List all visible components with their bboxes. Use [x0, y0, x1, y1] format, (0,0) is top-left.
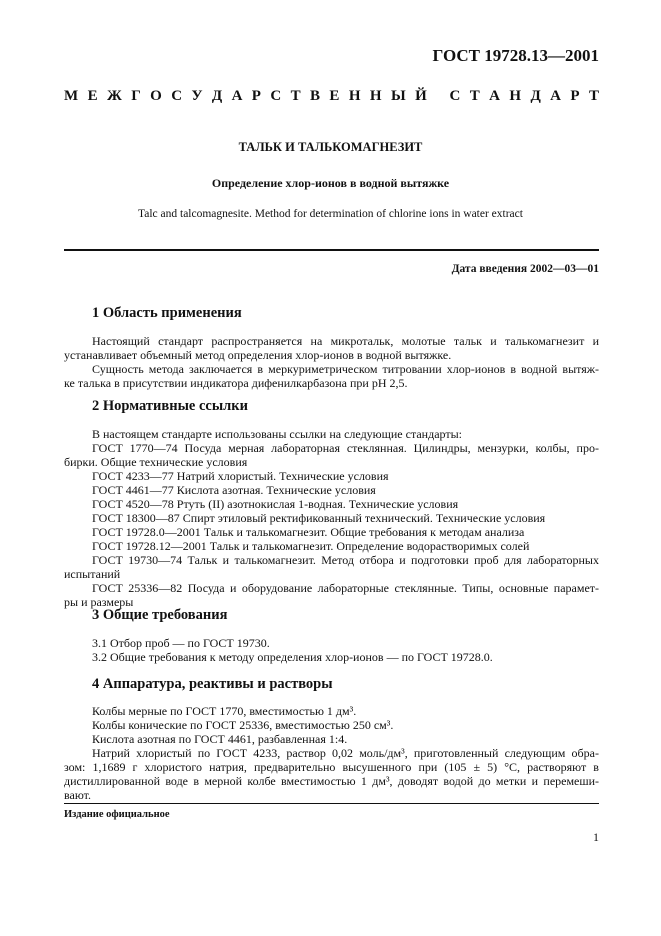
heading-letter: М: [64, 88, 79, 104]
section-4-line: Колбы мерные по ГОСТ 1770, вместимостью 1 дм³.: [92, 704, 357, 718]
section-2-line: ры и размеры: [64, 595, 134, 609]
standard-code: ГОСТ 19728.13—2001: [432, 46, 599, 65]
section-4-line: зом: 1,1689 г хлористого натрия, предварительно высушенного при (105 ± 5) °С, растворяют в: [64, 760, 599, 774]
section-3-line: 3.1 Отбор проб — по ГОСТ 19730.: [92, 636, 270, 650]
section-2-line: ГОСТ 4233—77 Натрий хлористый. Технические условия: [92, 469, 389, 483]
heading-letter: Р: [251, 88, 261, 104]
section-1-title: 1 Область применения: [92, 305, 242, 321]
heading-letter: А: [489, 88, 500, 104]
section-3-title: 3 Общие требования: [92, 607, 228, 623]
section-4-line: Натрий хлористый по ГОСТ 4233, раствор 0,02 моль/дм³, приготовленный следующим обра-: [92, 746, 599, 760]
heading-letter: Н: [509, 88, 522, 104]
page-number: 1: [593, 830, 599, 844]
footer-divider: [64, 803, 599, 804]
heading-letter: А: [550, 88, 562, 104]
document-subtitle: Определение хлор-ионов в водной вытяжке: [211, 176, 450, 190]
heading-letter: С: [270, 88, 282, 104]
heading-letter: Е: [329, 88, 340, 104]
section-2-line: ГОСТ 25336—82 Посуда и оборудование лабораторные стеклянные. Типы, основные парамет-: [92, 581, 600, 595]
english-title: Talc and talcomagnesite. Method for determination of chlorine ions in water extract: [138, 208, 523, 220]
section-1-line: Сущность метода заключается в меркуриметрическом титровании хлор-ионов в водной вытяж-: [92, 362, 600, 376]
section-2-line: бирки. Общие технические условия: [64, 455, 248, 469]
section-2-line: ГОСТ 19728.0—2001 Тальк и талькомагнезит. Общие требования к методам анализа: [92, 525, 525, 539]
heading-letter: У: [191, 88, 203, 104]
heading-letter: В: [310, 88, 321, 104]
section-2-line: ГОСТ 1770—74 Посуда мерная лабораторная стеклянная. Цилиндры, мензурки, колбы, про-: [92, 441, 599, 455]
section-4-title: 4 Аппаратура, реактивы и растворы: [92, 676, 333, 692]
heading-letter: С: [449, 88, 461, 104]
section-4-line: Колбы конические по ГОСТ 25336, вместимостью 250 см³.: [92, 718, 394, 732]
heading-letter: Д: [530, 88, 541, 104]
section-4-line: Кислота азотная по ГОСТ 4461, разбавленная 1:4.: [92, 732, 348, 746]
section-1-line: Настоящий стандарт распространяется на микротальк, молотые тальк и талькомагнезит и: [92, 334, 600, 348]
heading-letter: Н: [369, 88, 382, 104]
heading-letter: Н: [348, 88, 361, 104]
heading-letter: Т: [290, 88, 301, 104]
heading-letter: Т: [469, 88, 480, 104]
heading-letter: С: [171, 88, 183, 104]
section-2-line: В настоящем стандарте использованы ссылки на следующие стандарты:: [92, 427, 463, 441]
heading-letter: Й: [415, 88, 427, 104]
section-2-line: ГОСТ 18300—87 Спирт этиловый ректификованный технический. Технические условия: [92, 511, 546, 525]
heading-letter: А: [231, 88, 243, 104]
heading-letter: Ы: [390, 88, 406, 104]
heading-letter: Р: [570, 88, 580, 104]
section-1-line: ке талька в присутствии индикатора дифенилкарбазона при pH 2,5.: [64, 376, 408, 390]
section-2-line: испытаний: [64, 567, 121, 581]
introduction-date: Дата введения 2002—03—01: [451, 263, 599, 275]
heading-letter: О: [150, 88, 162, 104]
document-title: ТАЛЬК И ТАЛЬКОМАГНЕЗИТ: [238, 140, 423, 154]
interstate-standard-heading: [64, 88, 599, 105]
section-2-title: 2 Нормативные ссылки: [92, 398, 248, 414]
heading-letter: Д: [211, 88, 223, 104]
title-divider: [64, 249, 599, 251]
section-1-line: устанавливает объемный метод определения хлор-ионов в водной вытяжке.: [64, 348, 452, 362]
section-2-line: ГОСТ 19728.12—2001 Тальк и талькомагнезит. Определение водорастворимых солей: [92, 539, 530, 553]
heading-letter: Т: [588, 88, 599, 104]
section-3-line: 3.2 Общие требования к методу определения хлор-ионов — по ГОСТ 19728.0.: [92, 650, 493, 664]
official-edition-label: Издание официальное: [64, 809, 170, 820]
section-4-line: дистиллированной воде в мерной колбе вместимостью 1 дм³, доводят водой до метки и перемеши-: [64, 774, 600, 788]
section-4-line: вают.: [64, 788, 91, 802]
heading-letter: Ж: [106, 88, 122, 104]
heading-gap: [436, 88, 440, 105]
heading-letter: Е: [87, 88, 98, 104]
section-2-line: ГОСТ 4520—78 Ртуть (II) азотнокислая 1-водная. Технические условия: [92, 497, 459, 511]
section-2-line: ГОСТ 19730—74 Тальк и талькомагнезит. Метод отбора и подготовки проб для лабораторных: [92, 553, 599, 567]
heading-letter: Г: [131, 88, 141, 104]
section-2-line: ГОСТ 4461—77 Кислота азотная. Технические условия: [92, 483, 376, 497]
